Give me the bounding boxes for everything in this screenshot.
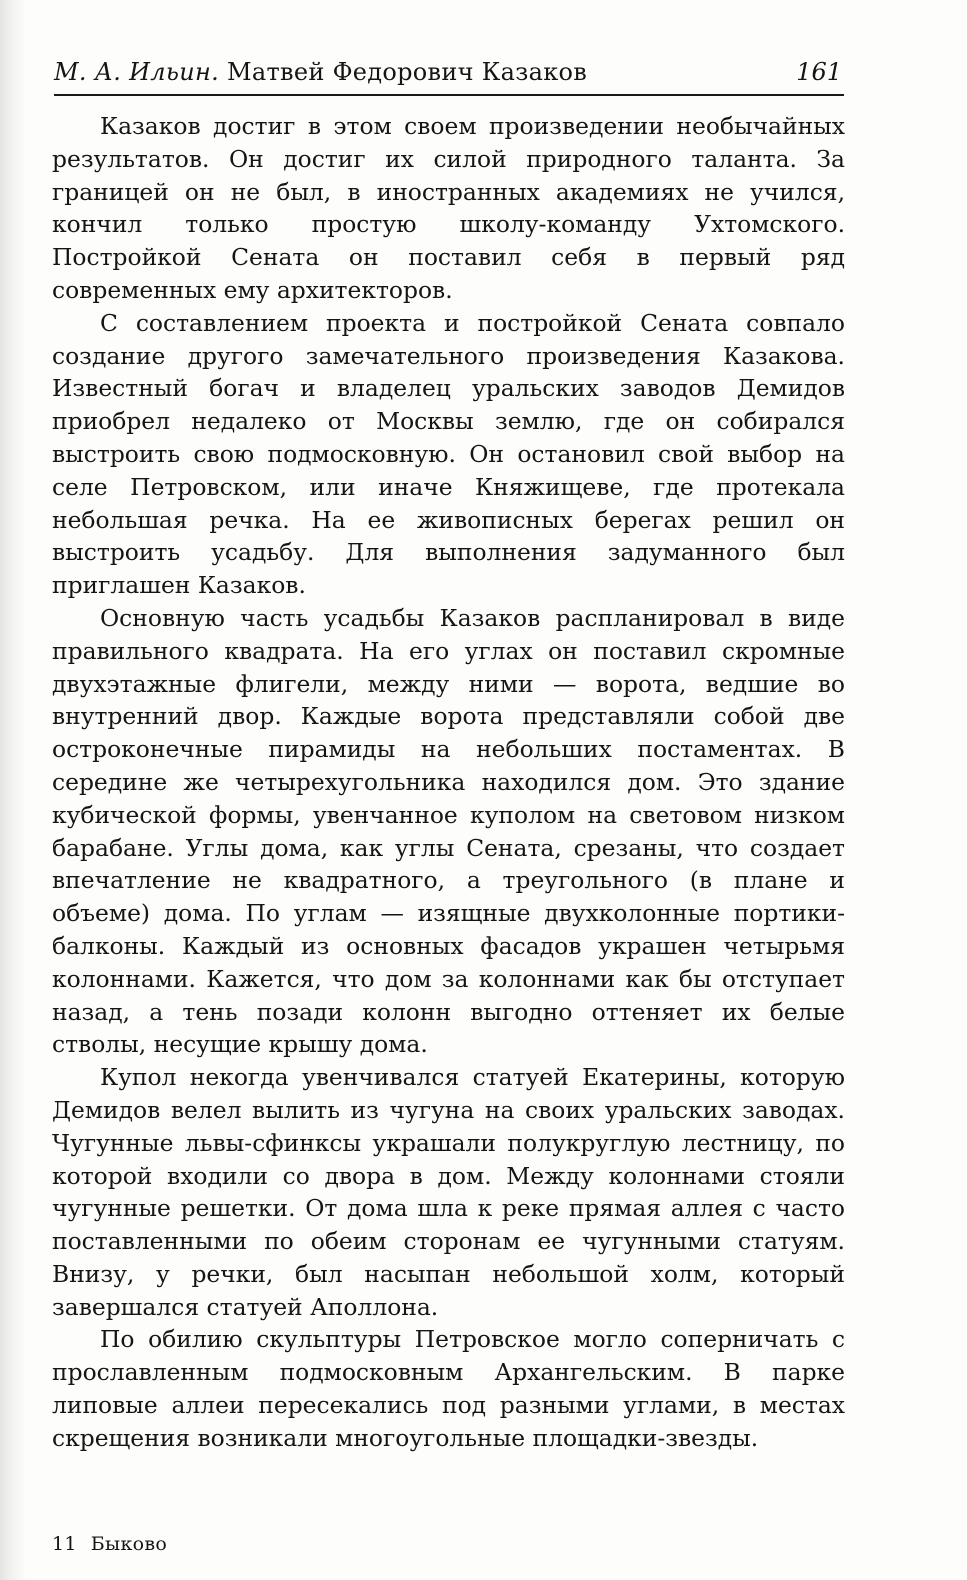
printer-signature [52, 1533, 167, 1555]
signature-name: Быково [90, 1533, 168, 1555]
running-head [54, 52, 844, 96]
paragraph: Основную часть усадьбы Казаков распланировал в виде правильного квадрата. На его углах он поставил скромные двухэтажные флигели, между ними — ворота, ведшие во внутренний двор. Каждые ворота представляли собой две остроконечные пирамиды на небольших постаментах. В середине же четырехугольника находился дом. Это здание кубической формы, увенчанное куполом на световом низком барабане. Углы дома, как углы Сената, срезаны, что создает впечатление не квадратного, а треугольного (в плане и объеме) дома. По углам — изящные двухколонные портики-балконы. Каждый из основных фасадов украшен четырьмя колоннами. Кажется, что дом за колоннами как бы отступает назад, а тень позади колонн выгодно оттеняет их белые стволы, несущие крышу дома. [52, 603, 845, 1059]
page-number: 161 [796, 58, 842, 86]
paragraph: С составлением проекта и постройкой Сената совпало создание другого замечательного произведения Казакова. Известный богач и владелец уральских заводов Демидов приобрел недалеко от Москвы землю, где он собирался выстроить свою подмосковную. Он остановил свой выбор на селе Петровском, или иначе Княжищеве, где протекала небольшая речка. На ее живописных берегах решил он выстроить усадьбу. Для выполнения задуманного был приглашен Казаков. [52, 308, 845, 600]
body-text [52, 110, 845, 1455]
paragraph: По обилию скульптуры Петровское могло соперничать с прославленным подмосковным Архангельским. В парке липовые аллеи пересекались под разными углами, в местах скрещения возникали многоугольные площадки-звезды. [52, 1325, 845, 1452]
spine-shadow [0, 0, 26, 1580]
paragraph: Казаков достиг в этом своем произведении необычайных результатов. Он достиг их силой природного таланта. За границей он не был, в иностранных академиях не учился, кончил только простую школу-команду Ухтомского. Постройкой Сената он поставил себя в первый ряд современных ему архитекторов. [52, 112, 845, 304]
running-head-author: М. А. Ильин. [54, 58, 220, 86]
running-head-author-title [54, 58, 587, 86]
paragraph: Купол некогда увенчивался статуей Екатерины, которую Демидов велел вылить из чугуна на своих уральских заводах. Чугунные львы-сфинксы украшали полукруглую лестницу, по которой входили со двора в дом. Между колоннами стояли чугунные решетки. От дома шла к реке прямая аллея с часто поставленными по обеим сторонам ее чугунными статуям. Внизу, у речки, был насыпан небольшой холм, который завершался статуей Аполлона. [52, 1063, 845, 1321]
running-head-title: Матвей Федорович Казаков [226, 58, 588, 86]
signature-number: 11 [52, 1533, 77, 1555]
